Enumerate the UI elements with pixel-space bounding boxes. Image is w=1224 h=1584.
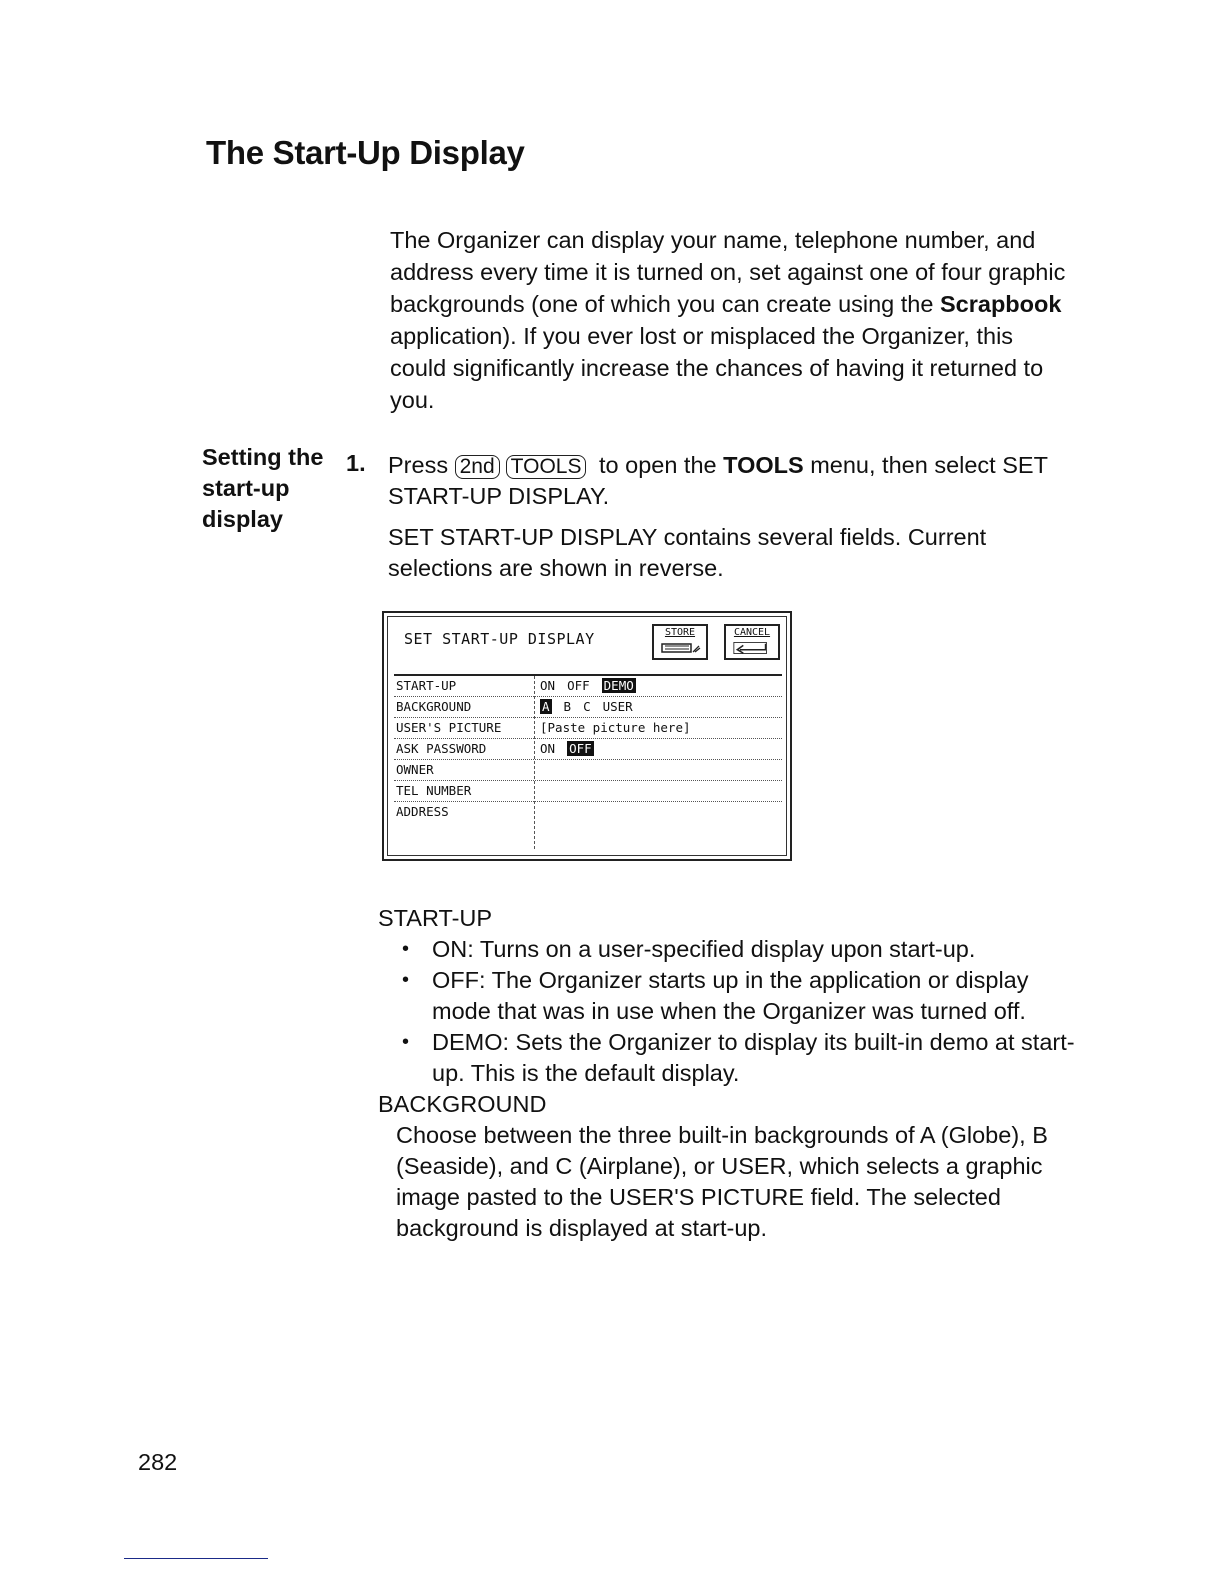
field-label: START-UP (396, 678, 457, 693)
start-up-options-list (378, 934, 1078, 1089)
step-instruction (388, 450, 1068, 512)
step-number: 1. (346, 450, 366, 476)
option-on[interactable]: ON (540, 678, 556, 693)
settings-table (394, 674, 782, 849)
background-heading: BACKGROUND (378, 1091, 547, 1117)
field-label: BACKGROUND (396, 699, 472, 714)
row-background[interactable] (394, 697, 782, 718)
page-title: The Start-Up Display (206, 134, 525, 171)
page-number: 282 (138, 1449, 178, 1475)
start-up-heading: START-UP (378, 905, 493, 931)
field-options (540, 678, 648, 693)
list-item: • ON: Turns on a user-specified display upon start-up. (402, 934, 1078, 965)
footer-rule (124, 1558, 268, 1559)
screen-frame (387, 616, 787, 856)
step-note: SET START-UP DISPLAY contains several fields. Current selections are shown in reverse. (388, 524, 987, 581)
screen-title: SET START-UP DISPLAY (404, 630, 595, 648)
intro-text-end: application). If you ever lost or misplaced the Organizer, this could significantly increase the chances of having it returned to you. (390, 323, 1044, 413)
option-demo-selected[interactable]: DEMO (603, 678, 634, 693)
field-options (540, 741, 606, 756)
store-button[interactable] (652, 624, 708, 660)
intro-text-start: The Organizer can display your name, telephone number, and address every time it is turned on, set against one of four graphic backgrounds (one of which you can create using the (390, 227, 1066, 317)
option-c[interactable]: C (583, 699, 591, 714)
step-menu-name: TOOLS (723, 452, 804, 478)
row-start-up[interactable] (394, 676, 782, 697)
cancel-button[interactable] (724, 624, 780, 660)
option-b[interactable]: B (563, 699, 572, 714)
background-description: Choose between the three built-in backgrounds of A (Globe), B (Seaside), and C (Airplane), or USER, which selects a graphic image pasted to the USER'S PICTURE field. The selected background is displayed at start-up. (396, 1122, 1048, 1241)
option-off[interactable]: OFF (567, 678, 590, 693)
list-item: • DEMO: Sets the Organizer to display its built-in demo at start-up. This is the default display. (402, 1027, 1078, 1089)
step-end: menu, then select SET START-UP DISPLAY. (388, 452, 1048, 509)
option-a-selected[interactable]: A (542, 699, 550, 714)
step-mid: to open the (599, 452, 717, 478)
field-label: ASK PASSWORD (396, 741, 487, 756)
side-heading-line-1: Setting the (202, 444, 324, 470)
side-heading-line-3: display (202, 506, 283, 532)
option-on[interactable]: ON (540, 741, 556, 756)
cancel-label: CANCEL (733, 627, 771, 638)
step-press: Press (388, 452, 449, 478)
store-label: STORE (664, 627, 696, 638)
option-off-selected[interactable]: OFF (569, 741, 592, 756)
key-2nd: 2nd (455, 455, 500, 479)
row-tel-number[interactable] (394, 781, 782, 802)
field-options (540, 699, 645, 714)
list-item: • OFF: The Organizer starts up in the application or display mode that was in use when the Organizer was turned off. (402, 965, 1078, 1027)
option-user[interactable]: USER (602, 699, 633, 714)
field-label: TEL NUMBER (396, 783, 472, 798)
key-tools: TOOLS (506, 455, 587, 479)
row-ask-password[interactable] (394, 739, 782, 760)
row-owner[interactable] (394, 760, 782, 781)
field-label: ADDRESS (396, 804, 449, 819)
start-up-display-screen (382, 611, 792, 861)
return-arrow-icon (733, 642, 767, 654)
step-1 (388, 450, 1068, 584)
row-users-picture[interactable] (394, 718, 782, 739)
field-label: USER'S PICTURE (396, 720, 502, 735)
row-address[interactable] (394, 802, 782, 822)
side-heading-line-2: start-up (202, 475, 290, 501)
field-value: [Paste picture here] (540, 720, 691, 735)
intro-paragraph (390, 224, 1070, 416)
field-label: OWNER (396, 762, 434, 777)
side-heading (202, 442, 323, 535)
enter-key-icon (661, 642, 701, 654)
intro-app-name: Scrapbook (939, 291, 1062, 317)
field-descriptions (378, 903, 1078, 1244)
